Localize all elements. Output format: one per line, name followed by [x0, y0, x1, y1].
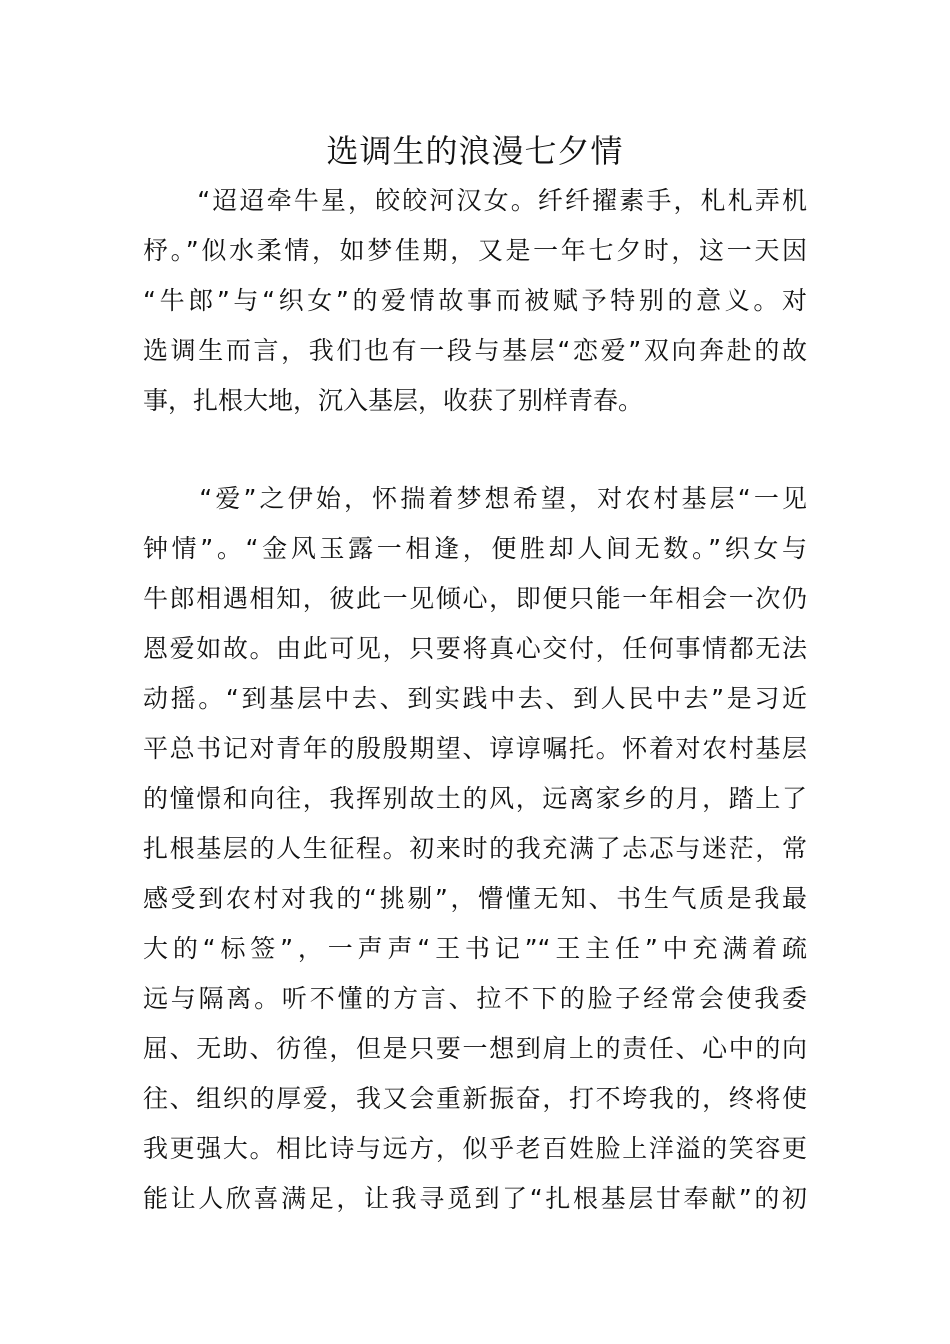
- text-line: 屈、无助、彷徨，但是只要一想到肩上的责任、心中的向: [143, 1034, 807, 1063]
- text-line: 选调生而言，我们也有一段与基层“恋爱”双向奔赴的故: [143, 336, 807, 365]
- text-line: 牛郎相遇相知，彼此一见倾心，即便只能一年相会一次仍: [143, 584, 807, 613]
- text-line: 恩爱如故。由此可见，只要将真心交付，任何事情都无法: [143, 634, 807, 663]
- text-line: 能让人欣喜满足，让我寻觅到了“扎根基层甘奉献”的初: [143, 1184, 807, 1213]
- text-line: 平总书记对青年的殷殷期望、谆谆嘱托。怀着对农村基层: [143, 734, 807, 763]
- text-line: 杼。”似水柔情，如梦佳期，又是一年七夕时，这一天因: [143, 236, 807, 265]
- text-line: 远与隔离。听不懂的方言、拉不下的脸子经常会使我委: [143, 984, 807, 1013]
- paragraph-intro: [143, 176, 807, 426]
- text-line: 感受到农村对我的“挑剔”，懵懂无知、书生气质是我最: [143, 884, 807, 913]
- text-line: 动摇。“到基层中去、到实践中去、到人民中去”是习近: [143, 684, 807, 713]
- document-title: 选调生的浪漫七夕情: [326, 132, 624, 170]
- text-line: 事，扎根大地，沉入基层，收获了别样青春。: [143, 386, 644, 415]
- text-line: 钟情”。“金风玉露一相逢，便胜却人间无数。”织女与: [143, 534, 807, 563]
- text-line: 扎根基层的人生征程。初来时的我充满了忐忑与迷茫，常: [143, 834, 807, 863]
- text-line: 往、组织的厚爱，我又会重新振奋，打不垮我的，终将使: [143, 1084, 807, 1113]
- text-line: 的憧憬和向往，我挥别故土的风，远离家乡的月，踏上了: [143, 784, 807, 813]
- text-line: “爱”之伊始，怀揣着梦想希望，对农村基层“一见: [143, 484, 807, 513]
- text-line: 大的“标签”，一声声“王书记”“王主任”中充满着疏: [143, 934, 807, 963]
- text-line: 我更强大。相比诗与远方，似乎老百姓脸上洋溢的笑容更: [143, 1134, 807, 1163]
- text-line: “迢迢牵牛星，皎皎河汉女。纤纤擢素手，札札弄机: [143, 186, 807, 215]
- text-line: “牛郎”与“织女”的爱情故事而被赋予特别的意义。对: [143, 286, 807, 315]
- paragraph-love-begins: [143, 474, 807, 1224]
